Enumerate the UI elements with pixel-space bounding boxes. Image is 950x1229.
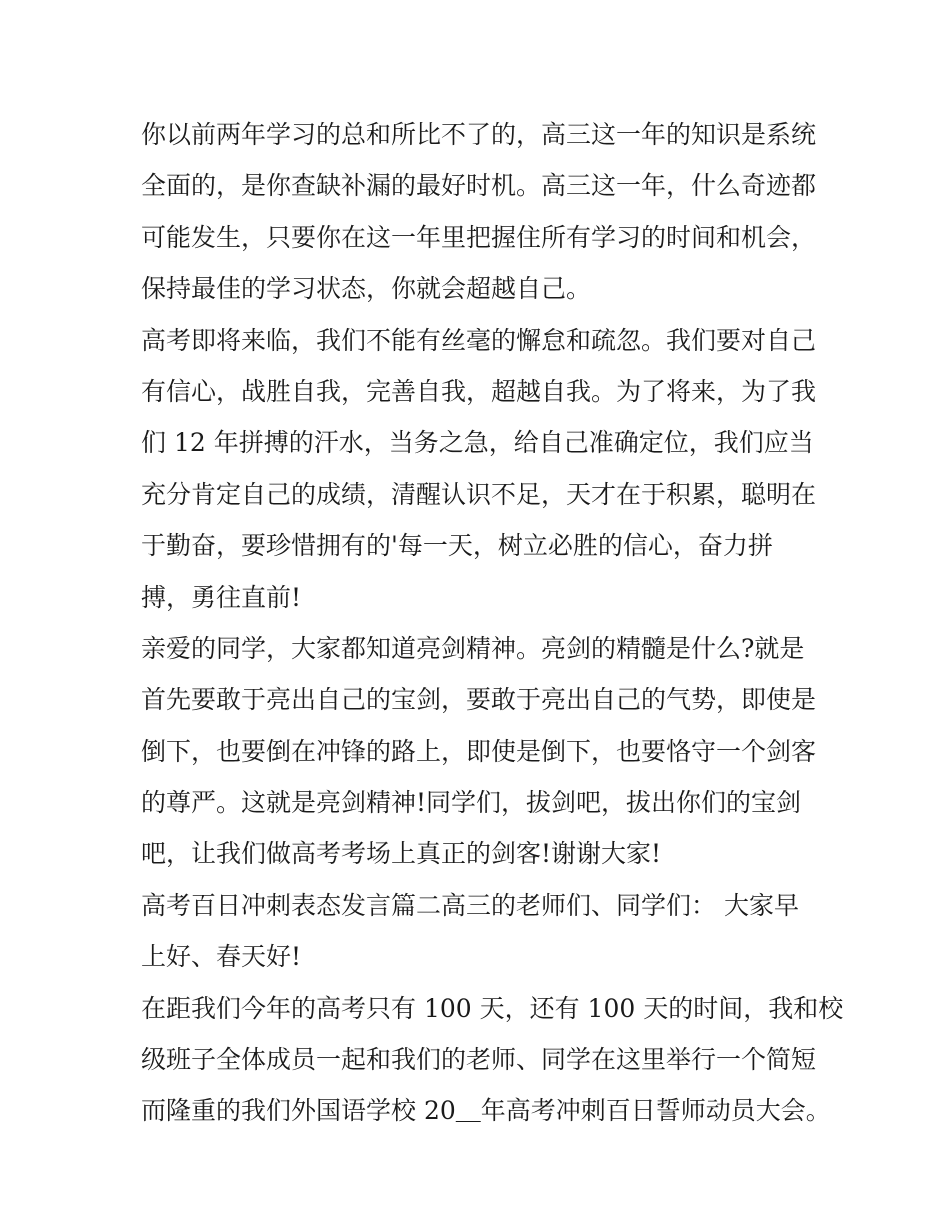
text-line: 吧，让我们做高考考场上真正的剑客!谢谢大家! bbox=[141, 839, 662, 869]
text-line: 高考即将来临，我们不能有丝毫的懈怠和疏忽。我们要对自己 bbox=[141, 325, 817, 355]
text-line: 而隆重的我们外国语学校 20＿年高考冲刺百日誓师动员大会。 bbox=[141, 1096, 831, 1126]
text-line: 首先要敢于亮出自己的宝剑，要敢于亮出自己的气势，即使是 bbox=[141, 685, 817, 715]
text-line: 亲爱的同学，大家都知道亮剑精神。亮剑的精髓是什么?就是 bbox=[141, 633, 805, 663]
text-line: 搏，勇往直前! bbox=[141, 582, 302, 612]
text-line: 在距我们今年的高考只有 100 天，还有 100 天的时间，我和校 bbox=[141, 993, 844, 1023]
text-line: 的尊严。这就是亮剑精神!同学们，拔剑吧，拔出你们的宝剑 bbox=[141, 788, 802, 818]
text-line: 全面的，是你查缺补漏的最好时机。高三这一年，什么奇迹都 bbox=[141, 171, 817, 201]
text-line: 可能发生，只要你在这一年里把握住所有学习的时间和机会， bbox=[141, 222, 817, 252]
text-line: 级班子全体成员一起和我们的老师、同学在这里举行一个简短 bbox=[141, 1045, 817, 1075]
text-line: 高考百日冲刺表态发言篇二高三的老师们、同学们： 大家早 bbox=[141, 890, 799, 920]
text-line: 上好、春天好! bbox=[141, 942, 302, 972]
text-line: 你以前两年学习的总和所比不了的，高三这一年的知识是系统 bbox=[141, 120, 817, 149]
text-line: 于勤奋，要珍惜拥有的'每一天，树立必胜的信心，奋力拼 bbox=[141, 531, 773, 561]
text-line: 倒下，也要倒在冲锋的路上，即使是倒下，也要恪守一个剑客 bbox=[141, 736, 817, 766]
text-line: 有信心，战胜自我，完善自我，超越自我。为了将来，为了我 bbox=[141, 376, 817, 406]
text-line: 充分肯定自己的成绩，清醒认识不足，天才在于积累，聪明在 bbox=[141, 479, 817, 509]
document-body bbox=[141, 109, 844, 1137]
text-line: 们 12 年拼搏的汗水，当务之急，给自己准确定位，我们应当 bbox=[141, 428, 814, 458]
text-line: 保持最佳的学习状态，你就会超越自己。 bbox=[141, 274, 592, 304]
